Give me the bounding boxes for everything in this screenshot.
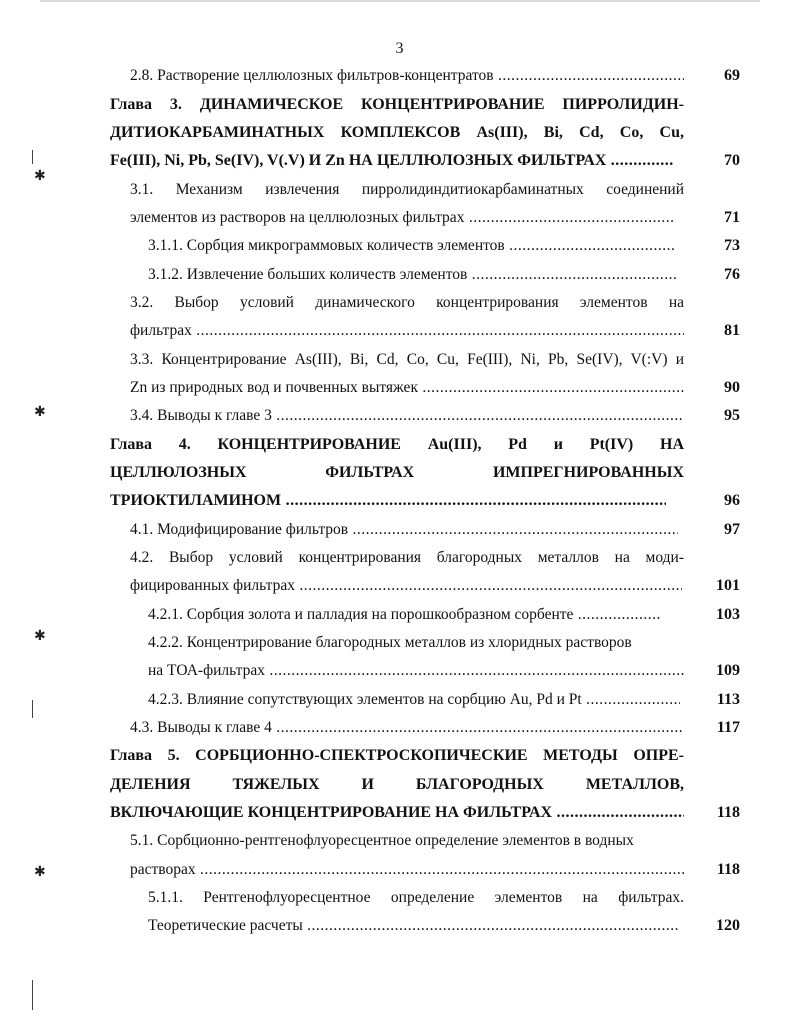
toc-entry-2-8[interactable]: 2.8. Растворение целлюлозных фильтров-концентратов ..... — [130, 62, 684, 90]
toc-page-4-2-3: 113 — [716, 691, 740, 708]
toc-page-3-1: 71 — [724, 209, 740, 226]
toc-entry-4-2-3[interactable]: 4.2.3. Влияние сопутствующих элементов на сорбцию Au, Pd и Pt ..... — [148, 686, 680, 714]
scan-artifact-tick-3 — [32, 980, 33, 1010]
toc-page-4-2-1: 103 — [716, 606, 740, 623]
toc-chapter-5-line-1[interactable]: Глава 5. СОРБЦИОННО-СПЕКТРОСКОПИЧЕСКИЕ МЕТОДЫ ОПРЕ- — [110, 747, 684, 764]
toc-page-5-1-1: 120 — [716, 917, 740, 934]
toc-entry-4-2-line-1[interactable]: 4.2. Выбор условий концентрирования благородных металлов на моди- — [130, 549, 684, 566]
toc-page-2-8: 69 — [724, 67, 740, 84]
toc-page-4-1: 97 — [724, 521, 740, 538]
scan-top-edge — [40, 0, 760, 2]
toc-entry-3-1-line-2[interactable]: элементов из растворов на целлюлозных фильтрах ..... — [130, 204, 674, 232]
toc-entry-4-2-2-line-1[interactable]: 4.2.2. Концентрирование благородных металлов из хлоридных растворов — [148, 634, 632, 651]
punch-hole-mark-1: ✱ — [34, 168, 46, 184]
toc-page-3-1-1: 73 — [724, 237, 740, 254]
toc-page-4-2-2: 109 — [716, 662, 740, 679]
scan-artifact-tick-2 — [32, 700, 33, 718]
toc-page-5-1: 118 — [716, 861, 740, 878]
toc-entry-3-2-line-2[interactable]: фильтрах ..... — [130, 317, 684, 345]
toc-page-3-2: 81 — [724, 322, 740, 339]
punch-hole-mark-3: ✱ — [34, 628, 46, 644]
punch-hole-mark-2: ✱ — [34, 404, 46, 420]
toc-page-chapter-3: 70 — [724, 152, 740, 169]
toc-entry-3-3-line-2[interactable]: Zn из природных вод и почвенных вытяжек ..... — [130, 374, 684, 402]
toc-entry-3-2-line-1[interactable]: 3.2. Выбор условий динамического концентрирования элементов на — [130, 294, 684, 311]
toc-entry-3-1-line-1[interactable]: 3.1. Механизм извлечения пирролидиндитиокарбаминатных соединений — [130, 181, 684, 198]
toc-page-4-2: 101 — [716, 577, 740, 594]
toc-chapter-3-line-1[interactable]: Глава 3. ДИНАМИЧЕСКОЕ КОНЦЕНТРИРОВАНИЕ ПИРРОЛИДИН- — [110, 96, 684, 113]
toc-entry-4-1[interactable]: 4.1. Модифицирование фильтров ..... — [130, 516, 678, 544]
toc-chapter-5-line-3[interactable]: ВКЛЮЧАЮЩИЕ КОНЦЕНТРИРОВАНИЕ НА ФИЛЬТРАХ ..... — [110, 799, 684, 827]
toc-page-3-1-2: 76 — [724, 266, 740, 283]
punch-hole-mark-4: ✱ — [34, 864, 46, 880]
toc-page-3-4: 95 — [724, 407, 740, 424]
toc-entry-5-1-line-1[interactable]: 5.1. Сорбционно-рентгенофлуоресцентное определение элементов в водных — [130, 832, 634, 849]
toc-chapter-4-line-3[interactable]: ТРИОКТИЛАМИНОМ ..... — [110, 487, 666, 515]
toc-page-3-3: 90 — [724, 379, 740, 396]
toc-entry-5-1-1-line-1[interactable]: 5.1.1. Рентгенофлуоресцентное определение элементов на фильтрах. — [148, 889, 684, 906]
toc-page-chapter-4: 96 — [724, 492, 740, 509]
toc-entry-3-1-1[interactable]: 3.1.1. Сорбция микрограммовых количеств элементов ..... — [148, 232, 674, 260]
page-number: 3 — [395, 40, 404, 57]
toc-entry-3-3-line-1[interactable]: 3.3. Концентрирование As(III), Bi, Cd, Co, Cu, Fe(III), Ni, Pb, Se(IV), V(:V) и — [130, 351, 684, 368]
toc-chapter-3-line-2[interactable]: ДИТИОКАРБАМИНАТНЫХ КОМПЛЕКСОВ As(III), Bi, Cd, Co, Cu, — [110, 124, 684, 141]
toc-chapter-5-line-2[interactable]: ДЕЛЕНИЯ ТЯЖЕЛЫХ И БЛАГОРОДНЫХ МЕТАЛЛОВ, — [110, 776, 684, 793]
toc-entry-3-1-2[interactable]: 3.1.2. Извлечение больших количеств элементов ..... — [148, 261, 676, 289]
toc-entry-5-1-1-line-2[interactable]: Теоретические расчеты ..... — [148, 912, 678, 940]
toc-page-4-3: 117 — [716, 719, 740, 736]
toc-chapter-4-line-2[interactable]: ЦЕЛЛЮЛОЗНЫХ ФИЛЬТРАХ ИМПРЕГНИРОВАННЫХ — [110, 464, 684, 481]
toc-chapter-3-line-3[interactable]: Fe(III), Ni, Pb, Se(IV), V(.V) И Zn НА ЦЕЛЛЮЛОЗНЫХ ФИЛЬТРАХ ..... — [110, 147, 674, 175]
toc-entry-4-3[interactable]: 4.3. Выводы к главе 4 ..... — [130, 714, 684, 742]
toc-entry-5-1-line-2[interactable]: растворах ..... — [130, 856, 684, 884]
toc-entry-4-2-2-line-2[interactable]: на ТОА-фильтрах ..... — [148, 657, 684, 685]
toc-chapter-4-line-1[interactable]: Глава 4. КОНЦЕНТРИРОВАНИЕ Au(III), Pd и Pt(IV) НА — [110, 436, 684, 453]
toc-entry-3-4[interactable]: 3.4. Выводы к главе 3 ..... — [130, 402, 684, 430]
toc-page-chapter-5: 118 — [716, 804, 740, 821]
toc-entry-4-2-1[interactable]: 4.2.1. Сорбция золота и палладия на порошкообразном сорбенте ..... — [148, 601, 660, 629]
toc-entry-4-2-line-2[interactable]: фицированных фильтрах ..... — [130, 572, 682, 600]
scan-artifact-tick-1 — [32, 150, 33, 164]
